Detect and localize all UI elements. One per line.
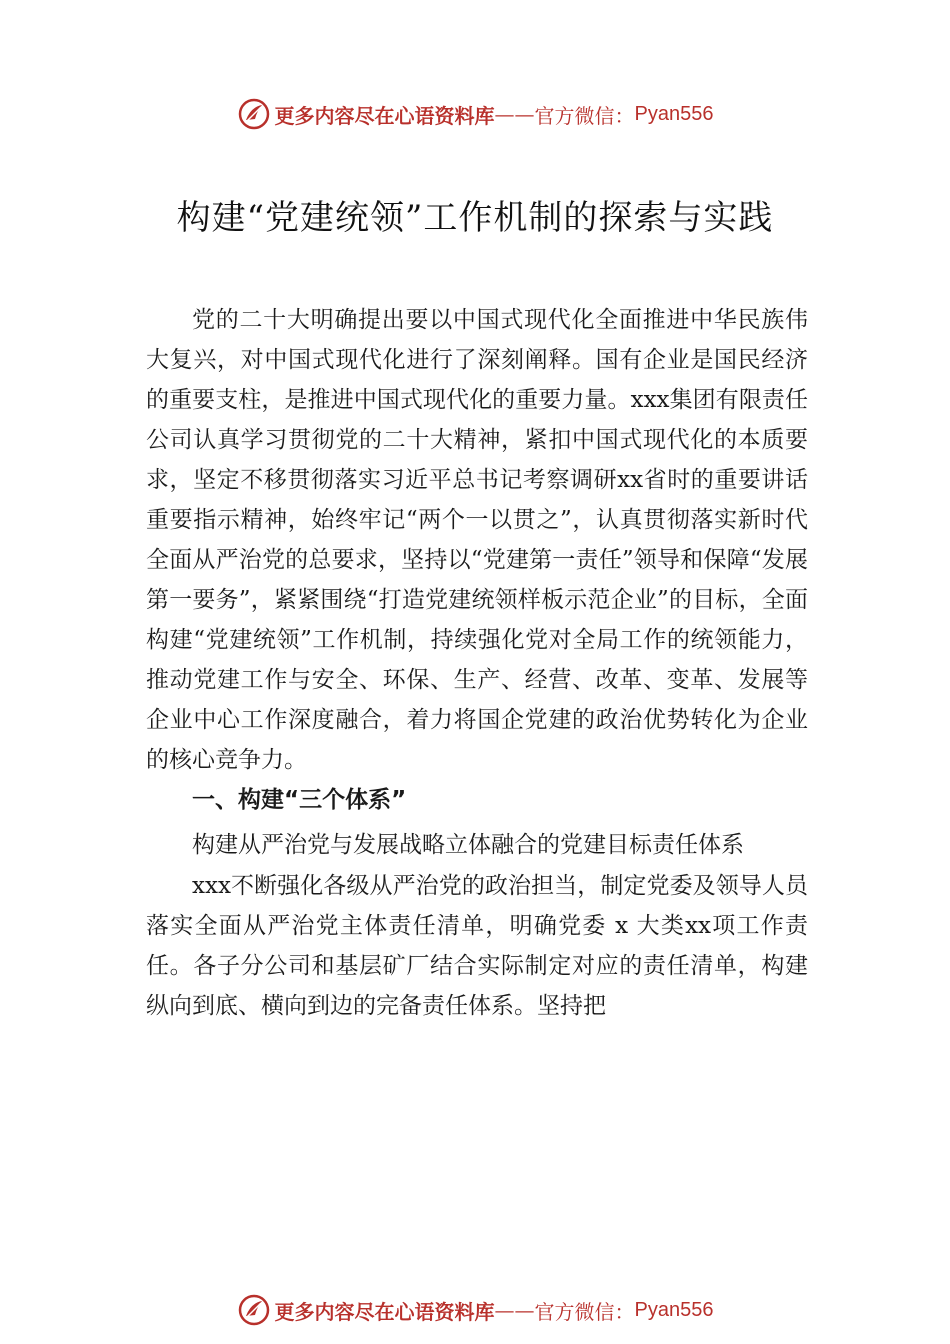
banner-separator: —— bbox=[494, 1298, 535, 1322]
banner-separator: —— bbox=[494, 102, 535, 126]
footer-banner bbox=[0, 1290, 950, 1330]
brand-logo-icon bbox=[237, 1293, 271, 1327]
banner-slogan: 更多内容尽在心语资料库 bbox=[274, 103, 495, 128]
body-paragraph: xxx不断强化各级从严治党的政治担当，制定党委及领导人员落实全面从严治党主体责任清单，明确党委 x 大类xx项工作责任。各子分公司和基层矿厂结合实际制定对应的责任清单，构建纵向到底、横向到边的完备责任体系。坚持把 bbox=[146, 873, 808, 1019]
document-body bbox=[146, 300, 808, 1026]
brand-logo-icon bbox=[237, 97, 271, 131]
section-heading: 一、构建“三个体系” bbox=[192, 787, 407, 813]
banner-wechat-label: 官方微信： bbox=[534, 1299, 635, 1324]
document-title: 构建“党建统领”工作机制的探索与实践 bbox=[176, 198, 774, 238]
subsection-heading: 构建从严治党与发展战略立体融合的党建目标责任体系 bbox=[192, 832, 744, 858]
header-banner bbox=[0, 94, 950, 134]
banner-slogan: 更多内容尽在心语资料库 bbox=[274, 1299, 495, 1324]
intro-paragraph: 党的二十大明确提出要以中国式现代化全面推进中华民族伟大复兴，对中国式现代化进行了深刻阐释。国有企业是国民经济的重要支柱，是推进中国式现代化的重要力量。xxx集团有限责任公司认真学习贯彻党的二十大精神，紧扣中国式现代化的本质要求，坚定不移贯彻落实习近平总书记考察调研xx省时的重要讲话重要指示精神，始终牢记“两个一以贯之”，认真贯彻落实新时代全面从严治党的总要求，坚持以“党建第一责任”领导和保障“发展第一要务”，紧紧围绕“打造党建统领样板示范企业”的目标，全面构建“党建统领”工作机制，持续强化党对全局工作的统领能力，推动党建工作与安全、环保、生产、经营、改革、变革、发展等企业中心工作深度融合，着力将国企党建的政治优势转化为企业的核心竞争力。 bbox=[146, 307, 808, 773]
banner-wechat-id: Pyan556 bbox=[634, 102, 714, 125]
banner-wechat-id: Pyan556 bbox=[634, 1298, 714, 1321]
banner-wechat-label: 官方微信： bbox=[534, 103, 635, 128]
